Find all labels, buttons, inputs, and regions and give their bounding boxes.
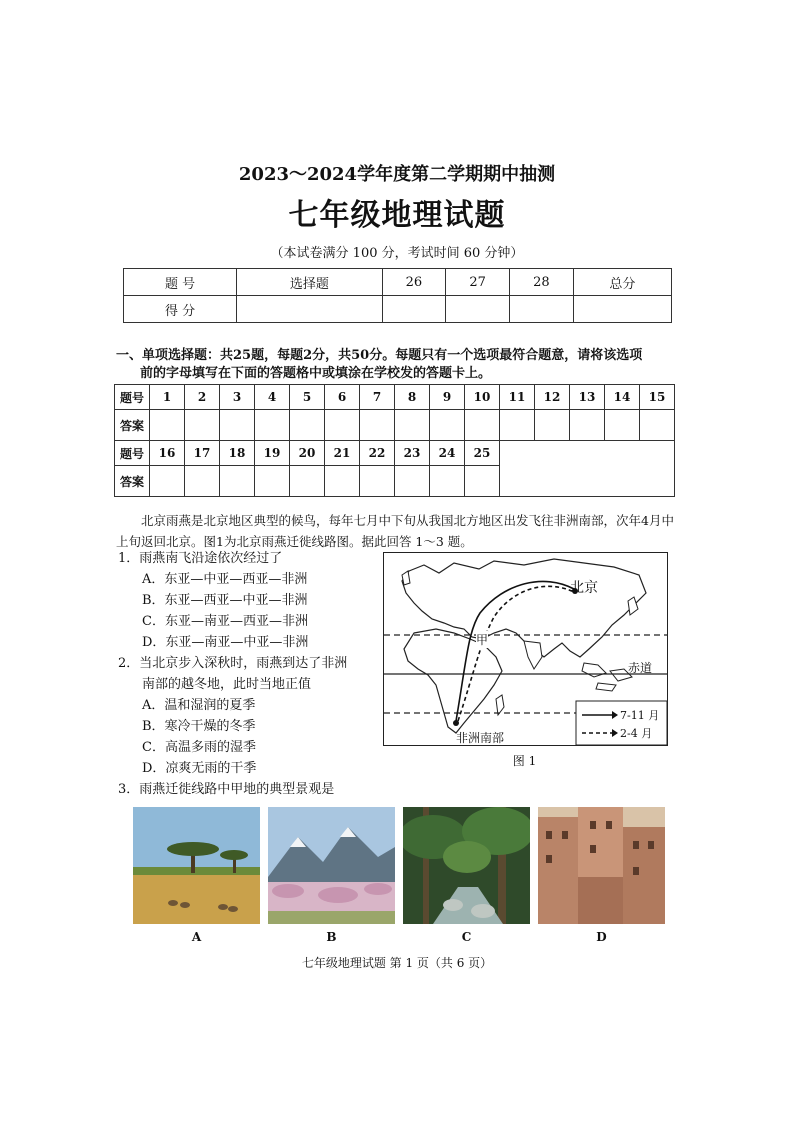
- answer-cell[interactable]: [535, 410, 570, 441]
- answer-row-label: 答案: [115, 466, 150, 497]
- label-southern-africa: 非洲南部: [456, 731, 505, 745]
- question-2-option-a: A．温和湿润的夏季: [142, 698, 256, 713]
- question-number: 14: [605, 385, 640, 410]
- section1-line1: 一、单项选择题：共25题，每题2分，共50分。每题只有一个选项最符合题意，请将该选项: [116, 348, 643, 363]
- answer-cell[interactable]: [395, 410, 430, 441]
- legend-solid-label: 7-11 月: [620, 709, 660, 722]
- score-cell: 选择题: [237, 269, 382, 296]
- answer-cell[interactable]: [360, 466, 395, 497]
- score-input-cell[interactable]: [446, 296, 510, 323]
- question-number: 24: [430, 441, 465, 466]
- section1-instructions: [116, 347, 676, 383]
- exam-title: 七年级地理试题: [288, 198, 506, 233]
- question-2-option-c: C．高温多雨的湿季: [142, 740, 256, 755]
- question-number: 19: [255, 441, 290, 466]
- photo-savanna[interactable]: [133, 807, 260, 924]
- question-number: 8: [395, 385, 430, 410]
- question-number: 17: [185, 441, 220, 466]
- answer-cell[interactable]: [570, 410, 605, 441]
- question-number: 4: [255, 385, 290, 410]
- answer-number-row: [115, 441, 675, 466]
- answer-table-filler: [500, 441, 675, 497]
- southern-africa-point: [453, 720, 459, 726]
- answer-cell[interactable]: [640, 410, 675, 441]
- photo-mountain-blossom[interactable]: [268, 807, 395, 924]
- score-cell: 26: [382, 269, 446, 296]
- answer-cell[interactable]: [290, 466, 325, 497]
- section1-line2: 前的字母填写在下面的答题格中或填涂在学校发的答题卡上。: [140, 366, 492, 381]
- question-number: 21: [325, 441, 360, 466]
- question-number: 23: [395, 441, 430, 466]
- score-cell: 题 号: [124, 269, 237, 296]
- answer-cell[interactable]: [325, 466, 360, 497]
- label-jia: 甲: [476, 633, 489, 647]
- legend-dashed-label: 2-4 月: [620, 727, 653, 740]
- label-equator: 赤道: [628, 661, 653, 675]
- question-number: 11: [500, 385, 535, 410]
- question-2-stem: 2．当北京步入深秋时，雨燕到达了非洲: [118, 656, 348, 671]
- question-number: 18: [220, 441, 255, 466]
- score-cell: 28: [510, 269, 574, 296]
- photo-desert-town[interactable]: [538, 807, 665, 924]
- answer-cell[interactable]: [605, 410, 640, 441]
- question-number: 20: [290, 441, 325, 466]
- answer-cell[interactable]: [150, 466, 185, 497]
- score-input-cell[interactable]: [382, 296, 446, 323]
- india-landmass: [524, 641, 542, 669]
- question-number: 16: [150, 441, 185, 466]
- photo-label-a: A: [191, 930, 202, 944]
- answer-cell[interactable]: [395, 466, 430, 497]
- question-1-option-c: C．东亚—南亚—西亚—非洲: [142, 614, 308, 629]
- question-number: 25: [465, 441, 500, 466]
- answer-cell[interactable]: [150, 410, 185, 441]
- page-footer: 七年级地理试题 第 1 页（共 6 页）: [301, 956, 493, 970]
- question-1-option-a: A．东亚—中亚—西亚—非洲: [142, 572, 308, 587]
- label-beijing: 北京: [570, 580, 598, 596]
- question-number: 7: [360, 385, 395, 410]
- answer-cell[interactable]: [185, 410, 220, 441]
- question-number: 10: [465, 385, 500, 410]
- photo-label-d: D: [596, 930, 607, 944]
- answer-cell[interactable]: [290, 410, 325, 441]
- answer-cell[interactable]: [255, 410, 290, 441]
- photo-label-c: C: [461, 930, 472, 944]
- question-number: 12: [535, 385, 570, 410]
- exam-note: （本试卷满分 100 分，考试时间 60 分钟）: [270, 246, 524, 261]
- photo-rainforest[interactable]: [403, 807, 530, 924]
- answer-cell[interactable]: [430, 410, 465, 441]
- southeast-asia-islands: [582, 663, 632, 691]
- answer-cell[interactable]: [465, 466, 500, 497]
- question-number: 15: [640, 385, 675, 410]
- answer-row-label: 题号: [115, 441, 150, 466]
- question-1-option-d: D．东亚—南亚—中亚—非洲: [142, 635, 309, 650]
- question-number: 13: [570, 385, 605, 410]
- score-cell: 总分: [573, 269, 671, 296]
- answer-cell[interactable]: [325, 410, 360, 441]
- answer-cell[interactable]: [220, 410, 255, 441]
- answer-cell[interactable]: [255, 466, 290, 497]
- score-input-cell[interactable]: [237, 296, 382, 323]
- questions-1-2: [118, 548, 373, 800]
- answer-cell[interactable]: [465, 410, 500, 441]
- answer-input-row: [115, 410, 675, 441]
- british-isles: [402, 571, 410, 585]
- migration-map: [383, 552, 668, 746]
- question-number: 3: [220, 385, 255, 410]
- answer-cell[interactable]: [185, 466, 220, 497]
- question-number: 5: [290, 385, 325, 410]
- question-1-stem: 1．雨燕南飞沿途依次经过了: [118, 551, 283, 566]
- answer-cell[interactable]: [430, 466, 465, 497]
- score-label: 得 分: [124, 296, 237, 323]
- madagascar: [496, 695, 504, 715]
- answer-table: [114, 384, 675, 497]
- question-number: 2: [185, 385, 220, 410]
- map-caption: 图 1: [512, 754, 537, 768]
- score-input-cell[interactable]: [510, 296, 574, 323]
- score-table: [123, 268, 672, 323]
- answer-number-row: [115, 385, 675, 410]
- question-number: 6: [325, 385, 360, 410]
- score-table-score-row: [124, 296, 672, 323]
- answer-cell[interactable]: [220, 466, 255, 497]
- question-1-option-b: B．东亚—西亚—中亚—非洲: [142, 593, 308, 608]
- question-3-stem: 3．雨燕迁徙线路中甲地的典型景观是: [118, 782, 335, 797]
- score-table-header-row: [124, 269, 672, 296]
- reading-passage: 北京雨燕是北京地区典型的候鸟，每年七月中下旬从我国北方地区出发飞往非洲南部，次年4月中上旬返回北京。图1为北京雨燕迁徙线路图。据此回答 1～3 题。: [116, 513, 674, 549]
- question-number: 9: [430, 385, 465, 410]
- answer-row-label: 答案: [115, 410, 150, 441]
- question-number: 22: [360, 441, 395, 466]
- photo-label-b: B: [326, 930, 337, 944]
- answer-cell[interactable]: [500, 410, 535, 441]
- question-2-option-d: D．凉爽无雨的干季: [142, 761, 257, 776]
- score-input-cell[interactable]: [573, 296, 671, 323]
- question-2-option-b: B．寒冷干燥的冬季: [142, 719, 256, 734]
- score-cell: 27: [446, 269, 510, 296]
- answer-row-label: 题号: [115, 385, 150, 410]
- question-number: 1: [150, 385, 185, 410]
- answer-cell[interactable]: [360, 410, 395, 441]
- question-2-stem-cont: 南部的越冬地，此时当地正值: [142, 677, 312, 692]
- exam-subtitle: 2023～2024学年度第二学期期中抽测: [238, 164, 556, 185]
